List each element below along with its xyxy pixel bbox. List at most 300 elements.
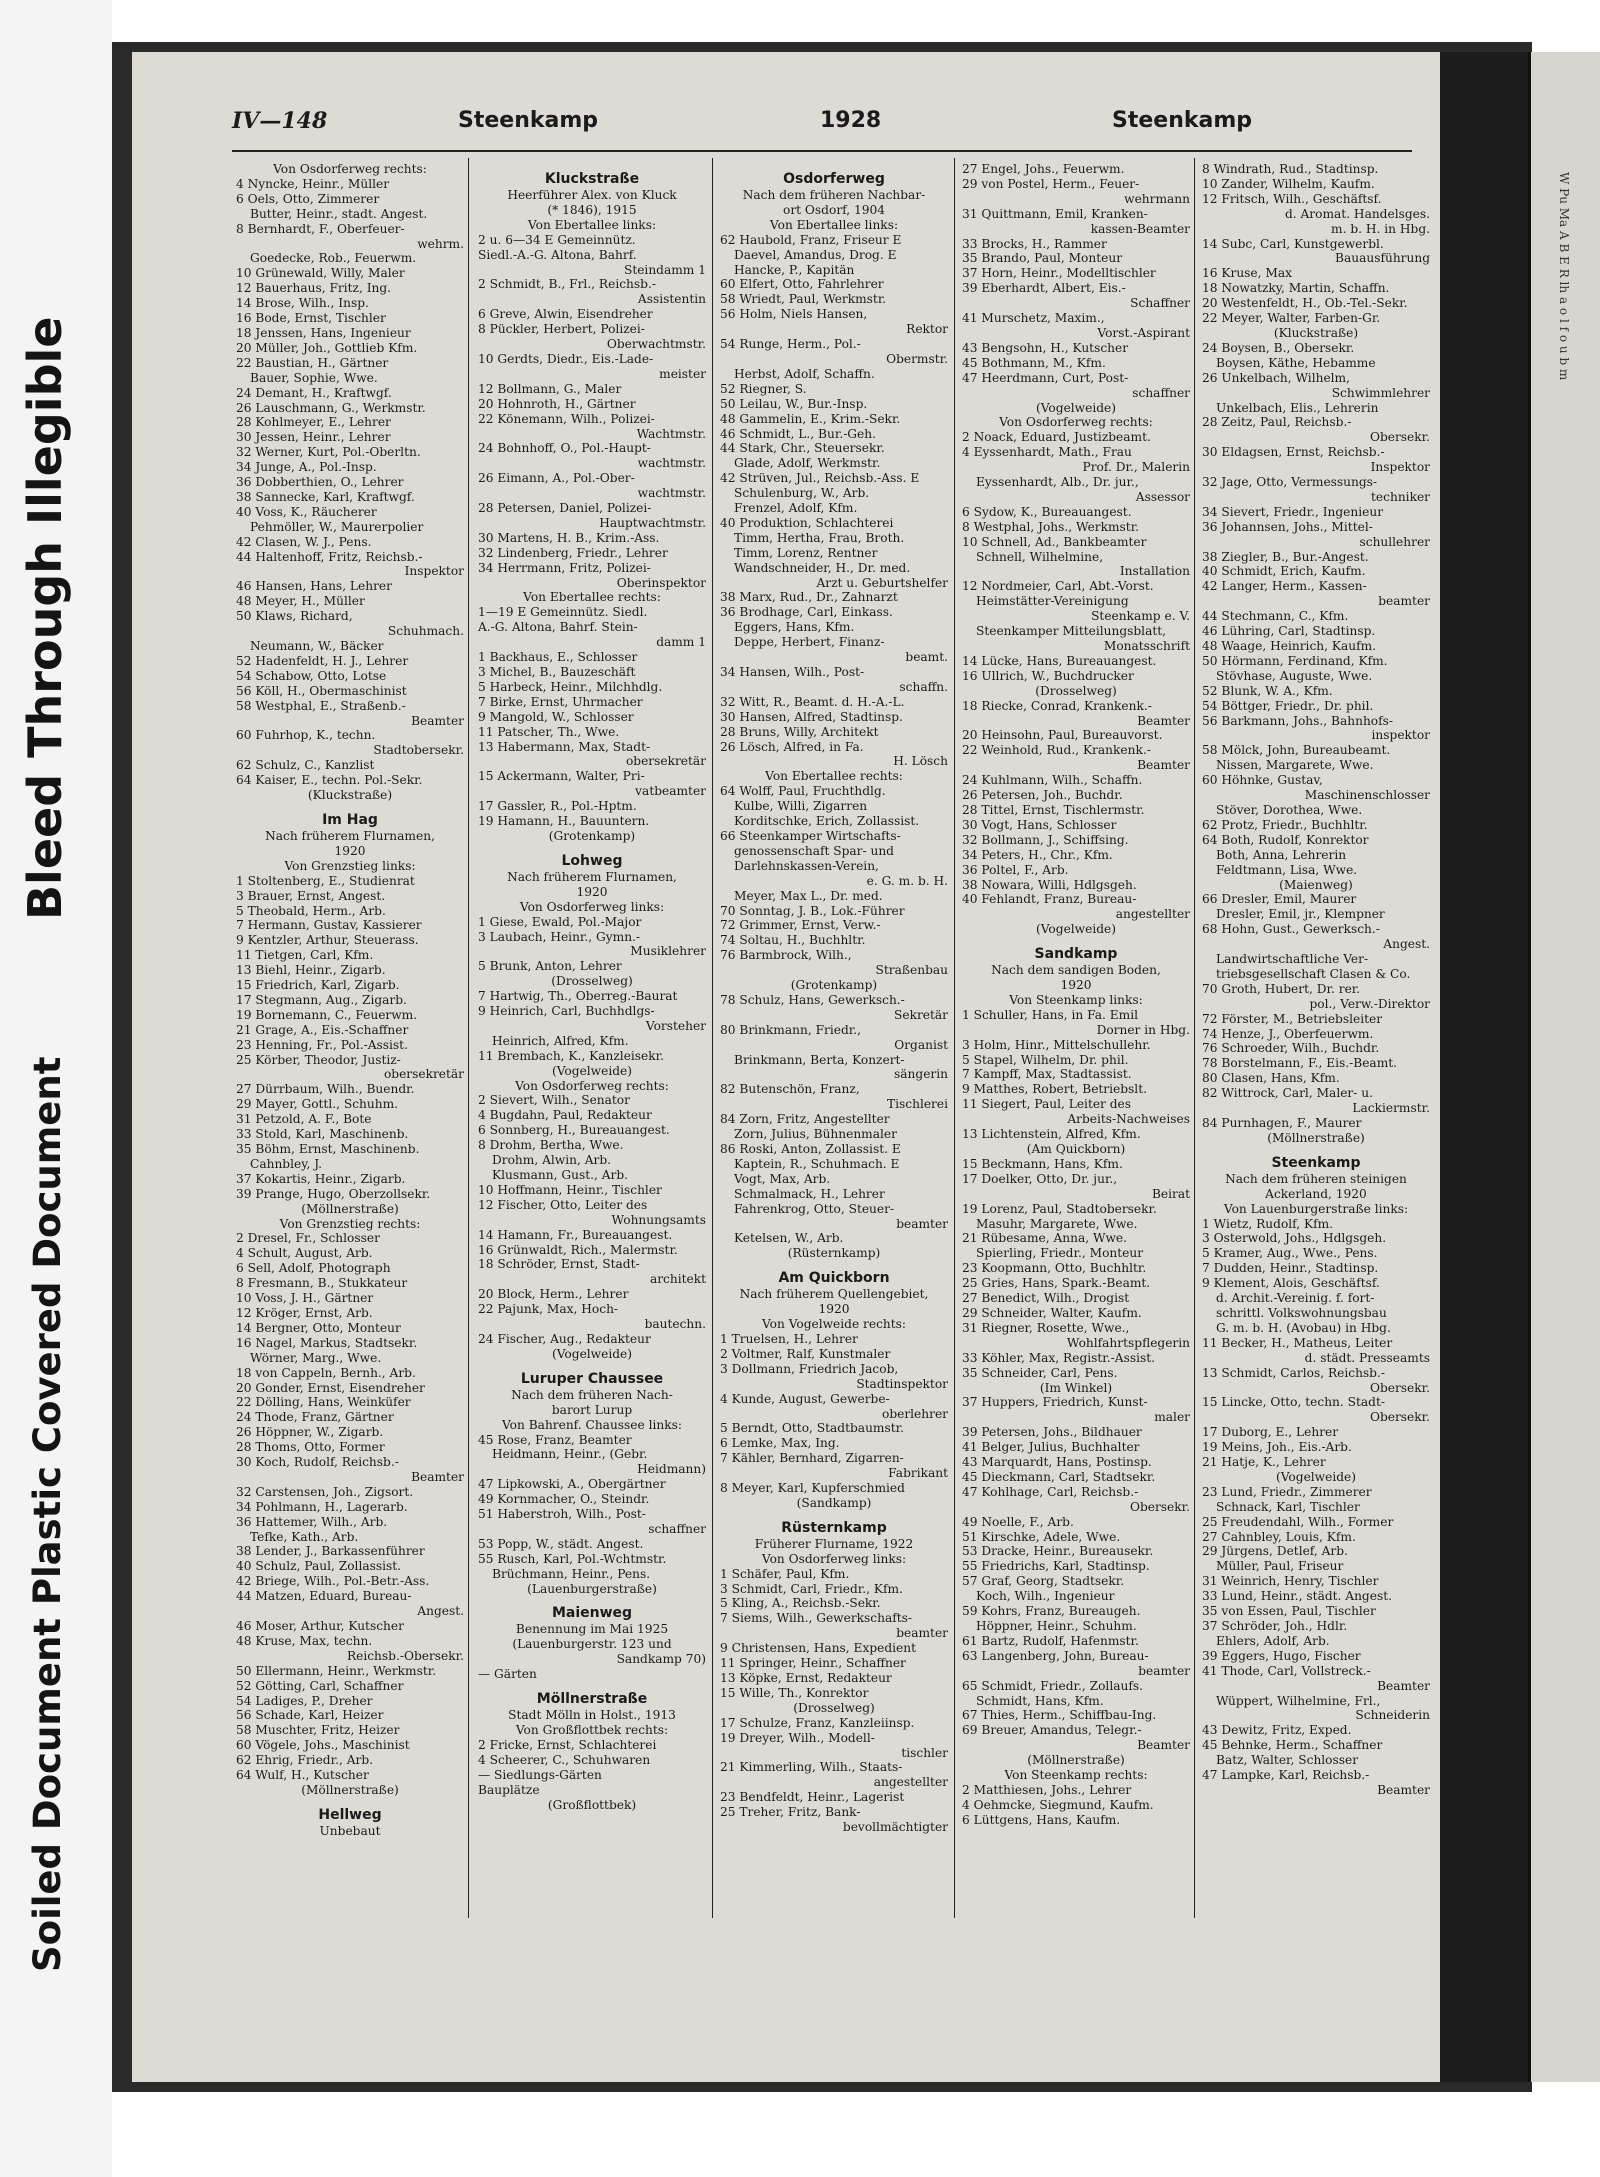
directory-line: tischler (901, 1745, 948, 1760)
directory-line: 53 Popp, W., städt. Angest. (478, 1536, 644, 1551)
directory-line: vatbeamter (635, 784, 706, 799)
directory-line: Von Großflottbek rechts: (515, 1723, 669, 1737)
directory-line: 82 Butenschön, Franz, (720, 1082, 860, 1097)
directory-line: 54 Böttger, Friedr., Dr. phil. (1202, 698, 1374, 713)
directory-line: 11 Patscher, Th., Wwe. (478, 724, 620, 739)
directory-line: 46 Schmidt, L., Bur.-Geh. (720, 426, 876, 441)
directory-line: 13 Köpke, Ernst, Redakteur (720, 1671, 892, 1685)
directory-line: 37 Huppers, Friedrich, Kunst- (962, 1395, 1148, 1410)
directory-line: 38 Ziegler, B., Bur.-Angest. (1202, 549, 1369, 564)
directory-line: Unkelbach, Elis., Lehrerin (1216, 400, 1379, 415)
directory-line: 78 Schulz, Hans, Gewerksch.- (720, 992, 905, 1007)
directory-line: 42 Clasen, W. J., Pens. (236, 534, 372, 549)
directory-line: 28 Petersen, Daniel, Polizei- (478, 501, 652, 516)
directory-line: 84 Zorn, Fritz, Angestellter (720, 1112, 890, 1127)
directory-line: 14 Subc, Carl, Kunstgewerbl. (1202, 236, 1384, 251)
directory-line: 5 Brunk, Anton, Lehrer (478, 959, 622, 974)
directory-line: (Vogelweide) (1276, 1469, 1356, 1484)
directory-line: (Im Winkel) (1039, 1380, 1113, 1395)
directory-line: 38 Sannecke, Karl, Kraftwgf. (236, 489, 415, 504)
directory-line: beamter (1138, 1663, 1190, 1678)
directory-line: 43 Marquardt, Hans, Postinsp. (962, 1455, 1152, 1470)
directory-line: Inspektor (404, 564, 464, 579)
directory-line: Wörner, Marg., Wwe. (250, 1350, 382, 1365)
directory-line: Nach dem sandigen Boden, (991, 963, 1161, 978)
directory-line: Boysen, Käthe, Hebamme (1216, 355, 1376, 370)
directory-line: 72 Grimmer, Ernst, Verw.- (720, 918, 881, 933)
directory-line: 34 Hansen, Wilh., Post- (720, 665, 865, 679)
directory-line: Schwimmlehrer (1331, 385, 1430, 400)
directory-line: obersekretär (625, 754, 706, 769)
column-rule-3 (954, 158, 955, 1918)
directory-line: 38 Lender, J., Barkassenführer (236, 1544, 425, 1559)
directory-line: Beamter (1377, 1782, 1430, 1797)
directory-line: 11 Siegert, Paul, Leiter des (962, 1097, 1132, 1112)
directory-line: 33 Lund, Heinr., städt. Angest. (1202, 1589, 1392, 1604)
directory-line: 15 Ackermann, Walter, Pri- (478, 769, 645, 784)
directory-line: 25 Treher, Fritz, Bank- (720, 1805, 861, 1820)
directory-line: 22 Könemann, Wilh., Polizei- (478, 411, 655, 426)
directory-line: Wüppert, Wilhelmine, Frl., (1216, 1693, 1381, 1708)
directory-line: 47 Heerdmann, Curt, Post- (962, 370, 1129, 385)
directory-line: 31 Riegner, Rosette, Wwe., (962, 1320, 1130, 1335)
directory-line: 7 Kampff, Max, Stadtassist. (962, 1067, 1132, 1082)
directory-line: 2 Sievert, Wilh., Senator (478, 1093, 630, 1108)
directory-line: 5 Kling, A., Reichsb.-Sekr. (720, 1596, 881, 1611)
directory-line: 74 Henze, J., Oberfeuerwm. (1202, 1026, 1374, 1041)
directory-line: Nach dem früheren Nach- (511, 1387, 673, 1402)
directory-line: 15 Beckmann, Hans, Kfm. (962, 1156, 1123, 1171)
directory-line: 20 Hohnroth, H., Gärtner (478, 396, 636, 411)
directory-line: d. städt. Presseamts (1304, 1350, 1430, 1365)
directory-line: schullehrer (1359, 534, 1430, 549)
directory-line: Heinrich, Alfred, Kfm. (492, 1033, 629, 1048)
directory-line: 1920 (334, 843, 366, 858)
directory-line: 31 Petzold, A. F., Bote (236, 1112, 372, 1127)
directory-line: 34 Pohlmann, H., Lagerarb. (236, 1499, 408, 1514)
directory-line: 34 Peters, H., Chr., Kfm. (962, 847, 1113, 862)
directory-line: 30 Jessen, Heinr., Lehrer (236, 430, 391, 445)
directory-line: 44 Matzen, Eduard, Bureau- (236, 1589, 412, 1604)
directory-line: (Kluckstraße) (307, 788, 393, 803)
directory-line: 14 Brose, Wilh., Insp. (236, 296, 369, 311)
directory-line: 30 Vogt, Hans, Schlosser (962, 817, 1117, 832)
directory-line: schrittl. Volkswohnungsbau (1216, 1305, 1387, 1320)
directory-line: 57 Graf, Georg, Stadtsekr. (962, 1574, 1125, 1589)
directory-line: 32 Witt, R., Beamt. d. H.-A.-L. (720, 694, 905, 709)
directory-line: 4 Eyssenhardt, Math., Frau (962, 445, 1132, 460)
directory-line: 23 Lund, Friedr., Zimmerer (1202, 1484, 1372, 1499)
directory-line: Nissen, Margarete, Wwe. (1216, 758, 1374, 773)
directory-line: (Möllnerstraße) (301, 1782, 399, 1797)
directory-line: d. Archit.-Vereinig. f. fort- (1216, 1291, 1375, 1306)
directory-line: Heidmann) (637, 1462, 706, 1477)
directory-line: Stöver, Dorothea, Wwe. (1216, 802, 1363, 817)
directory-line: H. Lösch (893, 754, 948, 769)
directory-line: 2 Noack, Eduard, Justizbeamt. (962, 430, 1151, 445)
directory-line: 30 Hansen, Alfred, Stadtinsp. (720, 709, 903, 724)
directory-line: Timm, Lorenz, Rentner (734, 545, 878, 560)
directory-line: 20 Westenfeldt, H., Ob.-Tel.-Sekr. (1202, 296, 1408, 311)
directory-line: Angest. (1383, 937, 1430, 952)
directory-line: 18 Jenssen, Hans, Ingenieur (236, 325, 411, 340)
directory-line: (Vogelweide) (552, 1346, 632, 1361)
directory-line: 10 Hoffmann, Heinr., Tischler (478, 1182, 662, 1197)
directory-line: 41 Belger, Julius, Buchhalter (962, 1440, 1140, 1455)
directory-line: Beamter (411, 713, 464, 728)
column-5 (1202, 162, 1430, 1922)
directory-line: d. Aromat. Handelsges. (1284, 206, 1430, 221)
directory-line: genossenschaft Spar- und (734, 843, 894, 858)
directory-line: 32 Carstensen, Joh., Zigsort. (236, 1484, 414, 1499)
directory-line: 8 Pückler, Herbert, Polizei- (478, 322, 645, 337)
directory-line: 5 Kramer, Aug., Wwe., Pens. (1202, 1246, 1378, 1261)
directory-line: 22 Baustian, H., Gärtner (236, 355, 389, 370)
directory-line: Spierling, Friedr., Monteur (976, 1246, 1144, 1261)
directory-line: 5 Berndt, Otto, Stadtbaumstr. (720, 1421, 904, 1436)
directory-line: 25 Freudendahl, Wilh., Former (1202, 1514, 1394, 1529)
directory-line: Beamter (1137, 713, 1190, 728)
directory-line: 3 Brauer, Ernst, Angest. (236, 888, 386, 903)
directory-line: 1 Schäfer, Paul, Kfm. (720, 1566, 850, 1581)
directory-line: Wachtmstr. (636, 426, 706, 441)
directory-line: Frenzel, Adolf, Kfm. (734, 501, 858, 516)
directory-line: Müller, Paul, Friseur (1216, 1559, 1344, 1574)
directory-line: 18 Nowatzky, Martin, Schaffn. (1202, 281, 1390, 296)
directory-line: Eggers, Hans, Kfm. (734, 620, 855, 635)
directory-line: Von Osdorferweg rechts: (515, 1078, 669, 1093)
directory-line: 64 Kaiser, E., techn. Pol.-Sekr. (236, 773, 423, 788)
directory-line: Von Osdorferweg rechts: (999, 415, 1153, 430)
directory-line: wehrmann (1124, 191, 1190, 206)
directory-line: Nach dem früheren Nachbar- (742, 188, 926, 202)
directory-line: 39 Eggers, Hugo, Fischer (1202, 1648, 1361, 1663)
directory-line: 26 Lösch, Alfred, in Fa. (720, 739, 864, 754)
directory-line: 52 Götting, Carl, Schaffner (236, 1678, 404, 1693)
directory-line: 1—19 E Gemeinnütz. Siedl. (478, 605, 648, 620)
directory-line: bautechn. (644, 1317, 706, 1332)
street-heading: Im Hag (322, 811, 378, 828)
directory-line: 44 Stark, Chr., Steuersekr. (720, 441, 885, 456)
directory-line: 18 Riecke, Conrad, Krankenk.- (962, 698, 1152, 713)
directory-line: 11 Brembach, K., Kanzleisekr. (478, 1048, 665, 1063)
directory-line: pol., Verw.-Direktor (1309, 996, 1430, 1011)
directory-line: 21 Grage, A., Eis.-Schaffner (236, 1022, 409, 1037)
directory-line: 76 Barmbrock, Wilh., (720, 948, 852, 963)
directory-line: 37 Kokartis, Heinr., Zigarb. (236, 1171, 406, 1186)
directory-line: 12 Bollmann, G., Maler (478, 381, 622, 396)
directory-line: 3 Laubach, Heinr., Gymn.- (478, 929, 641, 944)
directory-line: 60 Vögele, Johs., Maschinist (236, 1738, 410, 1753)
directory-line: 40 Schulz, Paul, Zollassist. (236, 1559, 402, 1574)
directory-line: 58 Westphal, E., Straßenb.- (236, 698, 406, 713)
directory-line: 8 Meyer, Karl, Kupferschmied (720, 1481, 905, 1496)
directory-line: beamter (896, 1626, 948, 1641)
directory-line: 50 Leilau, W., Bur.-Insp. (720, 396, 868, 411)
directory-line: 4 Bugdahn, Paul, Redakteur (478, 1108, 652, 1123)
directory-line: 23 Henning, Fr., Pol.-Assist. (236, 1037, 408, 1052)
directory-line: (Drosselweg) (551, 974, 633, 989)
directory-line: 45 Rose, Franz, Beamter (478, 1432, 632, 1447)
directory-line: Heimstätter-Vereinigung (976, 594, 1129, 609)
directory-line: techniker (1371, 489, 1430, 504)
street-heading: Sandkamp (1034, 946, 1118, 963)
directory-line: 27 Benedict, Wilh., Drogist (962, 1291, 1130, 1306)
directory-line: 26 Höppner, W., Zigarb. (236, 1425, 384, 1440)
directory-line: 1 Backhaus, E., Schlosser (478, 650, 638, 665)
directory-line: 45 Behnke, Herm., Schaffner (1202, 1738, 1383, 1753)
directory-line: 2 Matthiesen, Johs., Lehrer (962, 1782, 1132, 1797)
directory-line: 15 Lincke, Otto, techn. Stadt- (1202, 1395, 1385, 1410)
directory-line: Stadtinspektor (856, 1376, 948, 1391)
directory-line: 32 Lindenberg, Friedr., Lehrer (478, 545, 668, 560)
directory-line: Schmalmack, H., Lehrer (734, 1186, 885, 1201)
directory-line: 24 Kuhlmann, Wilh., Schaffn. (962, 773, 1143, 788)
directory-line: e. G. m. b. H. (866, 873, 948, 888)
directory-line: 50 Klaws, Richard, (236, 609, 353, 624)
street-heading: Möllnerstraße (536, 1691, 648, 1708)
directory-line: schaffner (648, 1521, 706, 1536)
directory-line: Schneiderin (1355, 1708, 1430, 1723)
directory-line: 52 Blunk, W. A., Kfm. (1202, 683, 1333, 698)
directory-line: 70 Groth, Hubert, Dr. rer. (1202, 981, 1361, 996)
directory-line: Stadt Mölln in Holst., 1913 (508, 1708, 676, 1723)
directory-line: 15 Wille, Th., Konrektor (720, 1685, 869, 1700)
directory-line: angestellter (1115, 907, 1190, 922)
directory-line: Heidmann, Heinr., (Gebr. (492, 1447, 648, 1462)
directory-line: 40 Schmidt, Erich, Kaufm. (1202, 564, 1366, 579)
directory-line: beamter (896, 1216, 948, 1231)
directory-line: 48 Meyer, H., Müller (236, 594, 365, 609)
directory-line: beamter (1378, 594, 1430, 609)
directory-line: Kaptein, R., Schuhmach. E (734, 1156, 900, 1171)
directory-line: 3 Holm, Hinr., Mittelschullehr. (962, 1037, 1151, 1052)
directory-line: 24 Boysen, B., Obersekr. (1202, 340, 1355, 355)
directory-line: 19 Lorenz, Paul, Stadtobersekr. (962, 1201, 1157, 1216)
directory-line: architekt (649, 1272, 706, 1287)
directory-line: 28 Thoms, Otto, Former (236, 1440, 385, 1455)
directory-line: 28 Bruns, Willy, Architekt (720, 724, 879, 739)
directory-line: 66 Steenkamper Wirtschafts- (720, 828, 901, 843)
directory-line: Cahnbley, J. (250, 1156, 323, 1171)
directory-line: Maschinenschlosser (1304, 788, 1430, 803)
directory-line: Dorner in Hbg. (1096, 1022, 1190, 1037)
directory-line: (Maienweg) (1279, 877, 1353, 892)
directory-line: (Am Quickborn) (1026, 1142, 1126, 1156)
directory-line: Feldtmann, Lisa, Wwe. (1216, 862, 1358, 877)
directory-line: (Lauenburgerstraße) (527, 1581, 657, 1596)
directory-line: 22 Pajunk, Max, Hoch- (478, 1302, 619, 1317)
directory-line: (Grotenkamp) (548, 828, 636, 843)
directory-line: Schaffner (1130, 296, 1190, 311)
directory-line: schaffn. (899, 679, 948, 694)
stamp-line-bottom: Soiled Document Plastic Covered Document (26, 1056, 69, 1972)
directory-line: Nach früherem Flurnamen, (507, 869, 677, 884)
directory-line: 41 Thode, Carl, Vollstreck.- (1202, 1663, 1371, 1678)
directory-line: Rektor (906, 322, 948, 337)
directory-line: 19 Bornemann, C., Feuerwm. (236, 1007, 418, 1022)
directory-line: Prof. Dr., Malerin (1082, 460, 1190, 475)
directory-line: 14 Lücke, Hans, Bureauangest. (962, 653, 1157, 668)
directory-line: Daevel, Amandus, Drog. E (734, 247, 897, 262)
directory-line: 8 Fresmann, B., Stukkateur (236, 1276, 408, 1291)
directory-line: 9 Kentzler, Arthur, Steuerass. (236, 933, 419, 948)
directory-line: 27 Engel, Johs., Feuerwm. (962, 162, 1125, 176)
directory-line: 18 Schröder, Ernst, Stadt- (478, 1257, 640, 1272)
directory-line: 39 Eberhardt, Albert, Eis.- (962, 281, 1126, 296)
directory-line: Pehmöller, W., Maurerpolier (250, 519, 424, 534)
directory-line: 1 Giese, Ewald, Pol.-Major (478, 914, 642, 929)
directory-line: 36 Dobberthien, O., Lehrer (236, 475, 404, 490)
directory-line: Stövhase, Auguste, Wwe. (1216, 668, 1373, 683)
header-left-name: Steenkamp (458, 108, 599, 133)
directory-line: 15 Friedrich, Karl, Zigarb. (236, 978, 400, 993)
directory-line: Stadtobersekr. (373, 743, 464, 758)
directory-line: Schnack, Karl, Tischler (1216, 1499, 1360, 1514)
directory-line: Wohnungsamts (611, 1212, 706, 1227)
directory-line: 21 Hatje, K., Lehrer (1202, 1455, 1326, 1470)
directory-line: 46 Moser, Arthur, Kutscher (236, 1619, 404, 1633)
directory-line: 28 Zeitz, Paul, Reichsb.- (1202, 415, 1352, 430)
directory-line: 6 Oels, Otto, Zimmerer (236, 191, 380, 206)
directory-line: 27 Dürrbaum, Wilh., Buendr. (236, 1082, 415, 1097)
directory-line: Oberinspektor (616, 575, 706, 590)
directory-line: Tischlerei (886, 1097, 948, 1112)
directory-line: Oberwachtmstr. (606, 337, 706, 352)
directory-line: Arzt u. Geburtshelfer (816, 575, 948, 590)
header-right-name: Steenkamp (1112, 108, 1253, 133)
directory-line: sängerin (894, 1067, 948, 1082)
directory-line: Angest. (417, 1604, 464, 1619)
directory-line: 13 Biehl, Heinr., Zigarb. (236, 963, 386, 978)
directory-line: 46 Hansen, Hans, Lehrer (236, 579, 392, 594)
stamp-line-top: Bleed Through Illegible (18, 316, 72, 920)
directory-line: 84 Purnhagen, F., Maurer (1202, 1116, 1362, 1130)
directory-line: 22 Meyer, Walter, Farben-Gr. (1202, 311, 1381, 326)
directory-line: 22 Weinhold, Rud., Krankenk.- (962, 743, 1151, 758)
directory-line: 56 Schade, Karl, Heizer (236, 1708, 384, 1723)
directory-line: 68 Hohn, Gust., Gewerksch.- (1202, 922, 1380, 937)
directory-line: (Kluckstraße) (1273, 325, 1359, 340)
directory-line: Bauer, Sophie, Wwe. (250, 370, 378, 385)
column-rule-4 (1194, 158, 1195, 1918)
directory-line: Dresler, Emil, jr., Klempner (1216, 907, 1385, 922)
directory-line: 11 Tietgen, Carl, Kfm. (236, 948, 374, 963)
directory-line: 16 Grünwaldt, Rich., Malermstr. (478, 1242, 678, 1257)
directory-line: 63 Langenberg, John, Bureau- (962, 1648, 1149, 1663)
directory-line: Batz, Walter, Schlosser (1216, 1753, 1359, 1768)
directory-line: (Lauenburgerstr. 123 und (512, 1637, 672, 1652)
directory-line: 52 Hadenfeldt, H. J., Lehrer (236, 653, 409, 668)
directory-line: 32 Jage, Otto, Vermessungs- (1202, 475, 1378, 490)
directory-line: Lackiermstr. (1352, 1101, 1430, 1116)
directory-line: 41 Murschetz, Maxim., (962, 311, 1105, 326)
directory-line: Beamter (411, 1469, 464, 1484)
directory-line: Deppe, Herbert, Finanz- (734, 635, 885, 650)
directory-line: 29 von Postel, Herm., Feuer- (962, 176, 1140, 191)
directory-line: 17 Doelker, Otto, Dr. jur., (962, 1171, 1118, 1186)
directory-line: bevollmächtigter (842, 1820, 948, 1835)
directory-line: 12 Kröger, Ernst, Arb. (236, 1305, 373, 1320)
directory-line: Fabrikant (888, 1466, 948, 1481)
directory-line: 48 Waage, Heinrich, Kaufm. (1202, 639, 1377, 653)
directory-line: 42 Strüven, Jul., Reichsb.-Ass. E (720, 471, 920, 486)
directory-line: 56 Holm, Niels Hansen, (720, 307, 868, 322)
directory-line: 67 Thies, Herm., Schiffbau-Ing. (962, 1708, 1157, 1723)
directory-line: 43 Bengsohn, H., Kutscher (962, 340, 1129, 355)
directory-line: 5 Harbeck, Heinr., Milchhdlg. (478, 679, 663, 694)
directory-line: Koch, Wilh., Ingenieur (976, 1589, 1115, 1604)
column-1 (236, 162, 464, 1922)
directory-line: 2 u. 6—34 E Gemeinnütz. (478, 232, 636, 247)
directory-line: Siedl.-A.-G. Altona, Bahrf. (478, 247, 637, 262)
directory-line: 78 Borstelmann, F., Eis.-Beamt. (1202, 1056, 1398, 1071)
directory-line: 26 Eimann, A., Pol.-Ober- (478, 471, 635, 486)
directory-line: 31 Weinrich, Henry, Tischler (1202, 1574, 1379, 1589)
directory-line: 62 Protz, Friedr., Buchhltr. (1202, 817, 1368, 832)
directory-line: 17 Gassler, R., Pol.-Hptm. (478, 799, 637, 814)
directory-line: 32 Bollmann, J., Schiffsing. (962, 832, 1129, 847)
directory-line: 10 Zander, Wilhelm, Kaufm. (1202, 176, 1375, 191)
directory-line: Bauplätze (478, 1782, 540, 1797)
directory-line: 24 Fischer, Aug., Redakteur (478, 1331, 651, 1346)
directory-line: 66 Dresler, Emil, Maurer (1202, 892, 1357, 907)
directory-line: 42 Briege, Wilh., Pol.-Betr.-Ass. (236, 1574, 430, 1589)
directory-line: 34 Junge, A., Pol.-Insp. (236, 460, 377, 475)
directory-line: 62 Haubold, Franz, Friseur E (720, 232, 902, 247)
directory-line: Brinkmann, Berta, Konzert- (734, 1052, 905, 1067)
directory-line: 11 Springer, Heinr., Schaffner (720, 1656, 906, 1671)
directory-line: 74 Soltau, H., Buchhltr. (720, 933, 866, 948)
directory-line: 4 Scheerer, C., Schuhwaren (478, 1752, 651, 1767)
directory-line: beamt. (905, 650, 948, 665)
directory-line: 60 Fuhrhop, K., techn. (236, 728, 376, 743)
directory-line: 24 Bohnhoff, O., Pol.-Haupt- (478, 441, 651, 456)
directory-line: 9 Matthes, Robert, Betriebslt. (962, 1082, 1147, 1097)
directory-line: (Sandkamp) (796, 1495, 872, 1510)
directory-line: 42 Langer, Herm., Kassen- (1202, 579, 1367, 594)
directory-line: 44 Stechmann, C., Kfm. (1202, 609, 1349, 624)
directory-line: Tefke, Kath., Arb. (250, 1529, 359, 1544)
directory-line: Von Osdorferweg links: (761, 1551, 907, 1566)
directory-line: (* 1846), 1915 (547, 202, 637, 217)
directory-line: inspektor (1371, 728, 1430, 743)
directory-line: 65 Schmidt, Friedr., Zollaufs. (962, 1678, 1143, 1693)
directory-line: Vorsteher (645, 1018, 706, 1033)
directory-line: 33 Köhler, Max, Registr.-Assist. (962, 1350, 1156, 1365)
directory-line: Reichsb.-Obersekr. (346, 1648, 464, 1663)
directory-line: 53 Dracke, Heinr., Bureausekr. (962, 1544, 1154, 1559)
directory-line: 13 Schmidt, Carlos, Reichsb.- (1202, 1365, 1385, 1380)
directory-line: 58 Muschter, Fritz, Heizer (236, 1723, 400, 1738)
directory-line: Arbeits-Nachweises (1067, 1112, 1190, 1127)
directory-line: 7 Kähler, Bernhard, Zigarren- (720, 1451, 904, 1466)
directory-line: 33 Stold, Karl, Maschinenb. (236, 1127, 409, 1142)
directory-line: 8 Drohm, Bertha, Wwe. (478, 1138, 624, 1153)
directory-line: Obersekr. (1369, 1410, 1430, 1425)
directory-line: Klusmann, Gust., Arb. (492, 1168, 629, 1182)
directory-line: 34 Herrmann, Fritz, Polizei- (478, 560, 651, 575)
directory-line: 1920 (576, 884, 608, 899)
directory-line: Von Ebertallee links: (527, 217, 657, 232)
directory-line: 1 Wietz, Rudolf, Kfm. (1202, 1216, 1334, 1231)
directory-line: 45 Dieckmann, Carl, Stadtsekr. (962, 1469, 1156, 1484)
directory-line: 17 Stegmann, Aug., Zigarb. (236, 992, 407, 1007)
directory-line: 64 Wulf, H., Kutscher (236, 1768, 369, 1783)
directory-line: 13 Habermann, Max, Stadt- (478, 739, 651, 754)
directory-line: (Möllnerstraße) (301, 1201, 399, 1216)
directory-line: 45 Bothmann, M., Kfm. (962, 355, 1106, 370)
